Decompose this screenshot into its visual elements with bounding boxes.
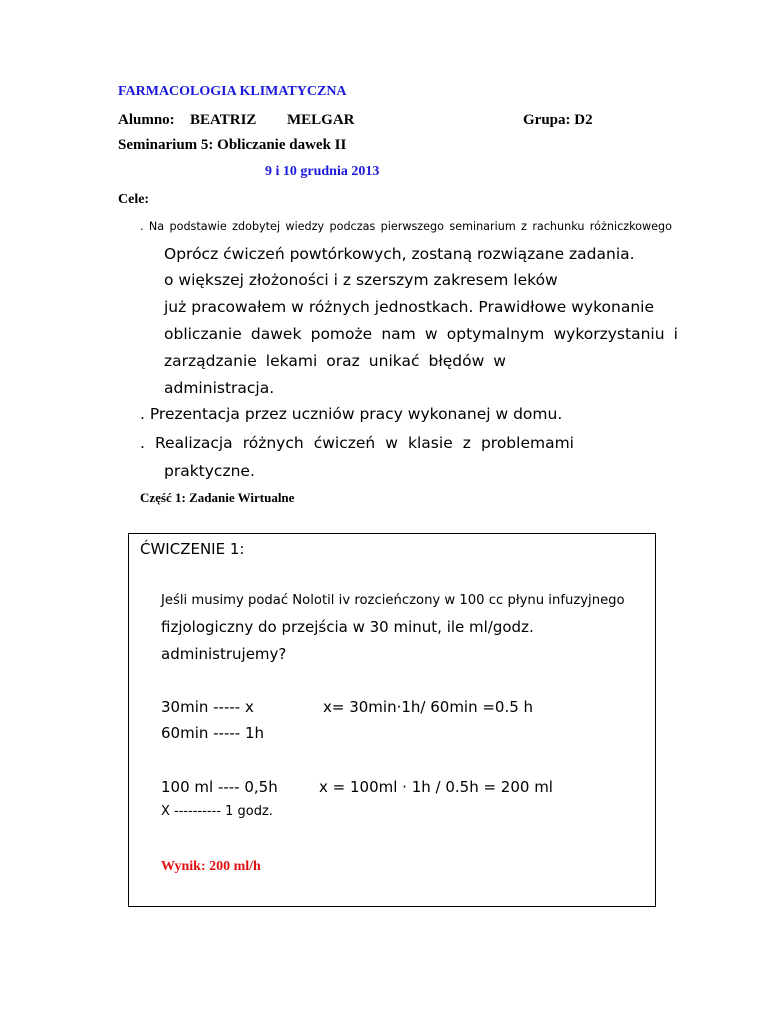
group-label: Grupa: D2 (523, 112, 593, 128)
exercise-question-line3: administrujemy? (161, 645, 287, 663)
goals-heading: Cele: (118, 192, 150, 207)
goal-1-intro: . Na podstawie zdobytej wiedzy podczas pierwszego seminarium z rachunku różniczkowego (140, 220, 672, 233)
calc2-solution: x = 100ml · 1h / 0.5h = 200 ml (319, 778, 553, 796)
goal-1-line: obliczanie dawek pomoże nam w optymalnym wykorzystaniu i (164, 325, 678, 343)
goal-3-line1: . Realizacja różnych ćwiczeń w klasie z problemami (140, 434, 574, 452)
goal-1-line: Oprócz ćwiczeń powtórkowych, zostaną rozwiązane zadania. (164, 245, 635, 263)
goal-1-line: zarządzanie lekami oraz unikać błędów w (164, 352, 506, 370)
student-first-name: BEATRIZ (190, 112, 257, 128)
exercise-question-line2: fizjologiczny do przejścia w 30 minut, ile ml/godz. (161, 618, 534, 636)
calc1-proportion: 30min ----- x (161, 698, 254, 716)
exercise-title: ĆWICZENIE 1: (140, 540, 245, 558)
goal-1-line: o większej złożoności i z szerszym zakresem leków (164, 271, 558, 289)
calc1-solution: x= 30min·1h/ 60min =0.5 h (323, 698, 534, 716)
goal-2: . Prezentacja przez uczniów pracy wykonanej w domu. (140, 405, 563, 423)
student-label: Alumno: (118, 112, 175, 128)
seminar-date: 9 i 10 grudnia 2013 (265, 164, 380, 179)
student-last-name: MELGAR (287, 112, 355, 128)
calc2-proportion-line2: X ---------- 1 godz. (161, 804, 273, 819)
exercise-question-line1: Jeśli musimy podać Nolotil iv rozcieńczony w 100 cc płynu infuzyjnego (161, 593, 625, 608)
seminar-title: Seminarium 5: Obliczanie dawek II (118, 137, 347, 153)
exercise-result: Wynik: 200 ml/h (161, 859, 261, 874)
course-title: FARMACOLOGIA KLIMATYCZNA (118, 84, 347, 99)
exercise-box (128, 533, 656, 907)
calc2-proportion: 100 ml ---- 0,5h (161, 778, 278, 796)
goal-1-line: już pracowałem w różnych jednostkach. Prawidłowe wykonanie (164, 298, 654, 316)
part1-heading: Część 1: Zadanie Wirtualne (140, 490, 295, 505)
goal-3-line2: praktyczne. (164, 462, 255, 480)
calc1-proportion-line2: 60min ----- 1h (161, 724, 265, 742)
goal-1-line: administracja. (164, 379, 275, 397)
